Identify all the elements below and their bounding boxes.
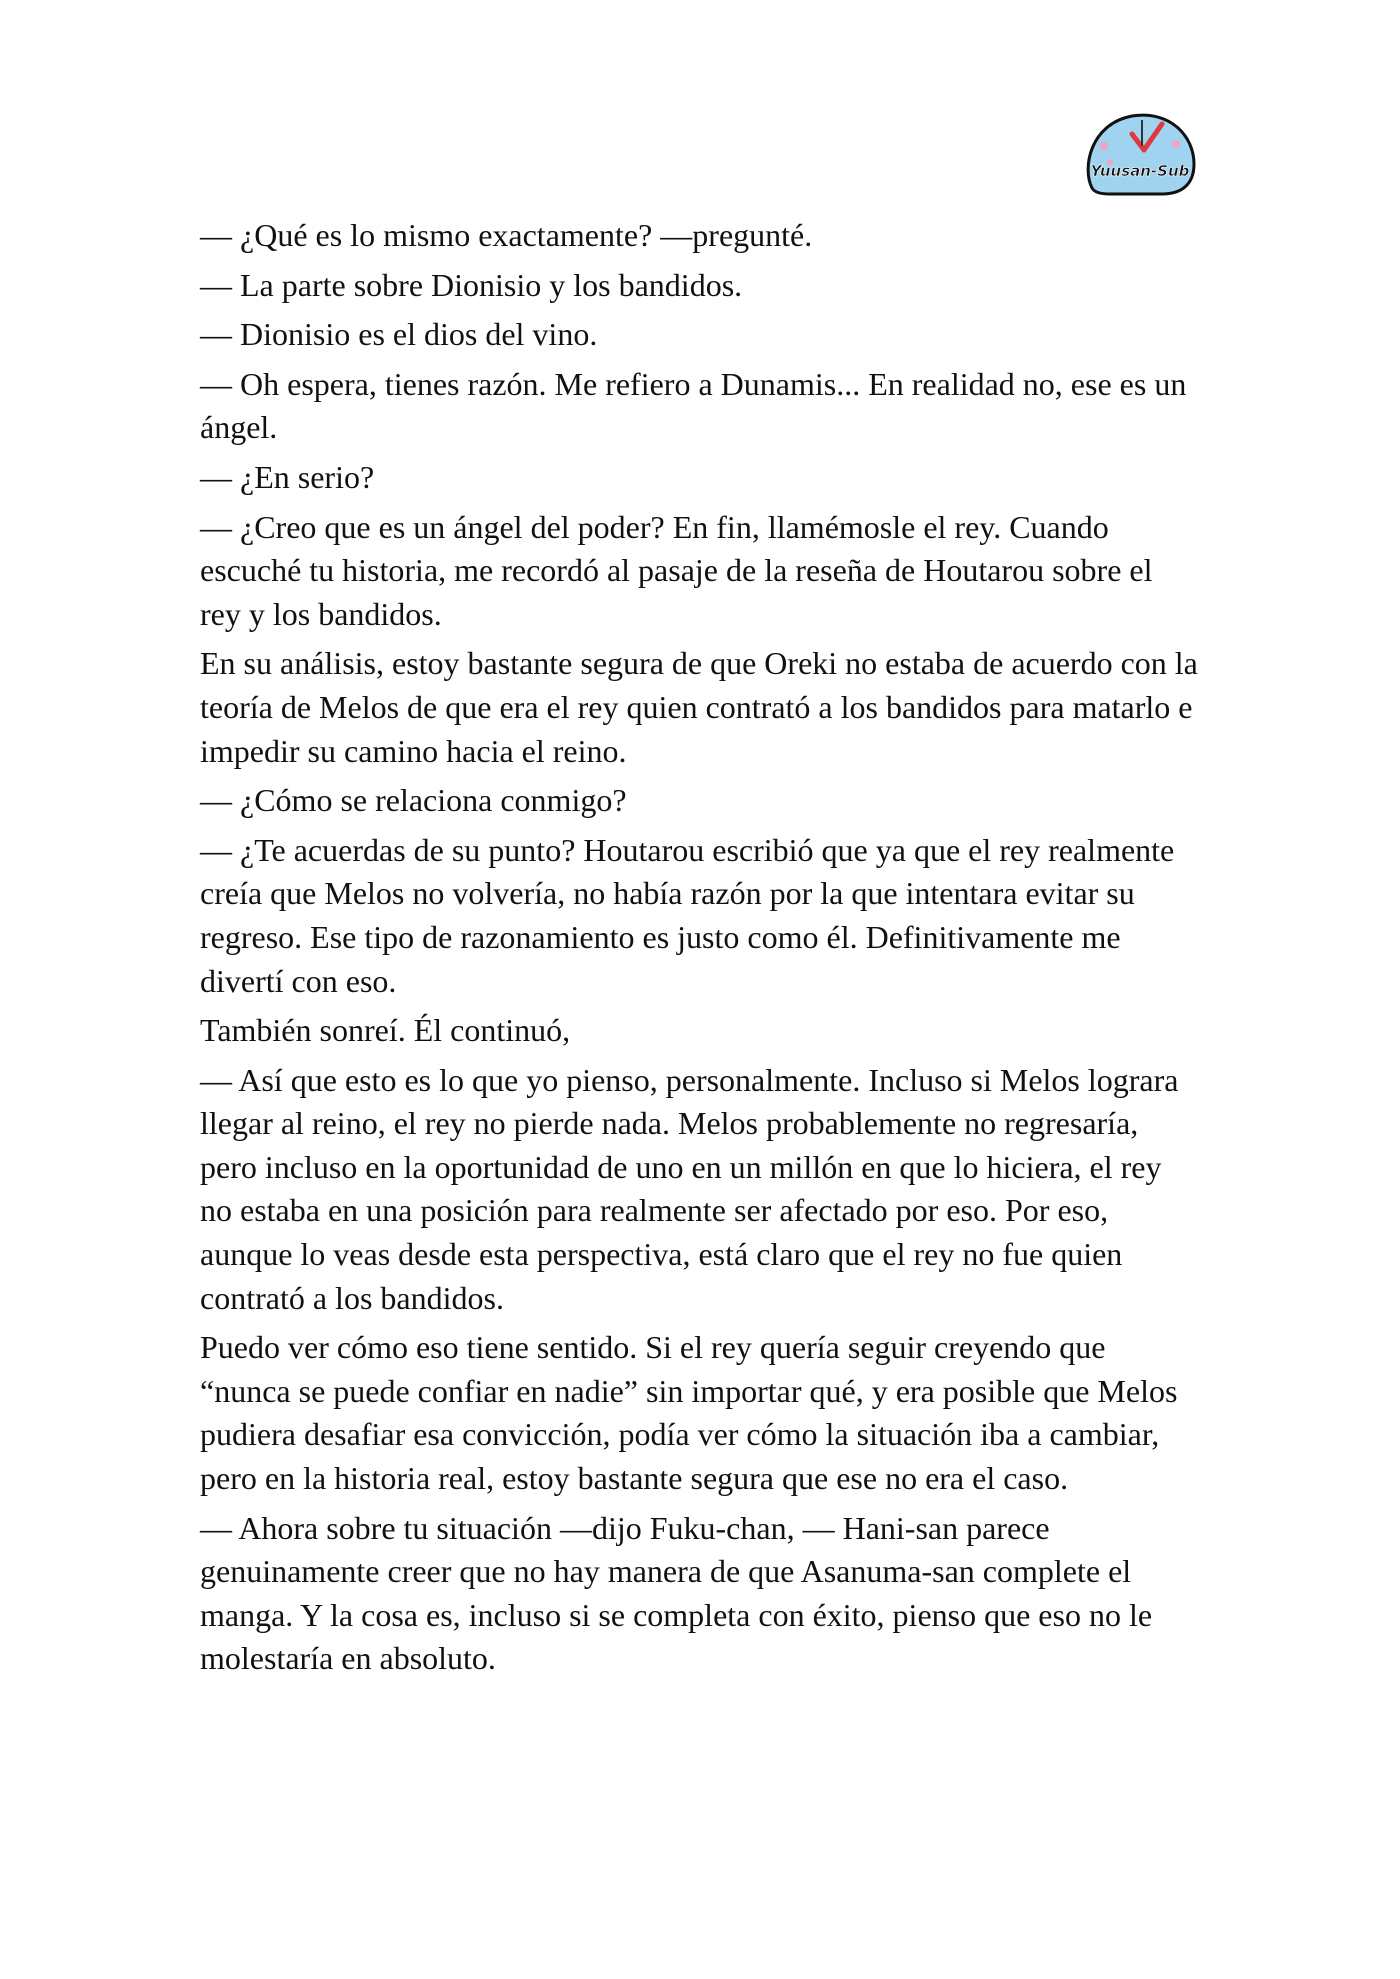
paragraph: Puedo ver cómo eso tiene sentido. Si el rey quería seguir creyendo que “nunca se puede confiar en nadie” sin importar qué, y era posible que Melos pudiera desafiar esa convicción, podía ver cómo la situación iba a cambiar, pero en la historia real, estoy bastante segura que ese no era el caso. — [200, 1329, 1178, 1497]
paragraph: — Oh espera, tienes razón. Me refiero a Dunamis... En realidad no, ese es un ángel. — [200, 365, 1187, 446]
paragraph: También sonreí. Él continuó, — [200, 1012, 571, 1049]
paragraph: — ¿Te acuerdas de su punto? Houtarou escribió que ya que el rey realmente creía que Melos no volvería, no había razón por la que intentara evitar su regreso. Ese tipo de razonamiento es justo como él. Definitivamente me divertí con eso. — [200, 831, 1175, 999]
yuusan-sub-logo-icon — [1082, 106, 1198, 200]
paragraph: — ¿Creo que es un ángel del poder? En fin, llamémosle el rey. Cuando escuché tu historia, me recordó al pasaje de la reseña de Houtarou sobre el rey y los bandidos. — [200, 508, 1153, 632]
paragraph: — Así que esto es lo que yo pienso, personalmente. Incluso si Melos lograra llegar al reino, el rey no pierde nada. Melos probablemente no regresaría, pero incluso en la oportunidad de uno en un millón en que lo hiciera, el rey no estaba en una posición para realmente ser afectado por eso. Por eso, aunque lo veas desde esta perspectiva, está claro que el rey no fue quien contrató a los bandidos. — [200, 1061, 1179, 1316]
paragraph: — ¿Qué es lo mismo exactamente? —pregunté. — [200, 217, 813, 253]
body-text — [200, 214, 1200, 1687]
paragraph: — La parte sobre Dionisio y los bandidos. — [200, 266, 743, 303]
paragraph: — Dionisio es el dios del vino. — [200, 316, 598, 353]
paragraph: — Ahora sobre tu situación —dijo Fuku-chan, — Hani-san parece genuinamente creer que no hay manera de que Asanuma-san complete el manga. Y la cosa es, incluso si se completa con éxito, pienso que eso no le molestaría en absoluto. — [200, 1509, 1153, 1677]
paragraph: En su análisis, estoy bastante segura de que Oreki no estaba de acuerdo con la teoría de Melos de que era el rey quien contrató a los bandidos para matarlo e impedir su camino hacia el reino. — [200, 645, 1198, 769]
translator-logo — [1082, 106, 1198, 200]
paragraph: — ¿Cómo se relaciona conmigo? — [200, 782, 627, 819]
paragraph: — ¿En serio? — [200, 458, 375, 495]
logo-text: Yuusan-Sub — [1090, 162, 1190, 180]
